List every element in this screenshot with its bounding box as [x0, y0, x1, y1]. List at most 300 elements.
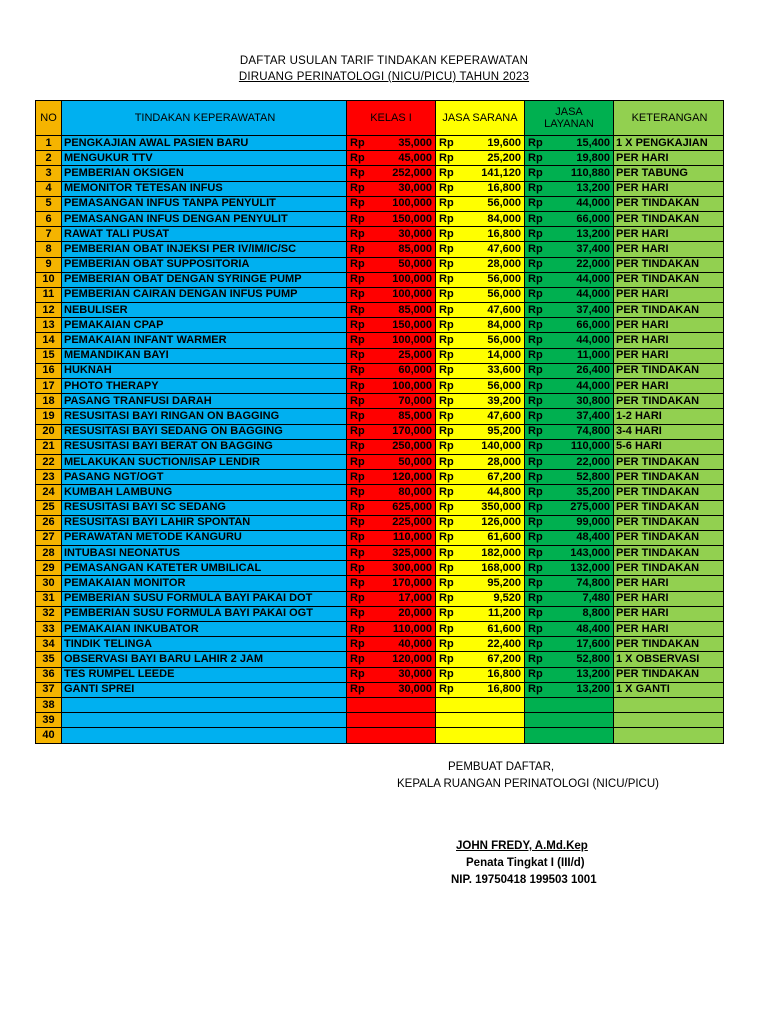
- row-number: 35: [36, 652, 62, 667]
- table-row: [36, 713, 724, 728]
- row-keterangan: 1-2 HARI: [614, 409, 724, 424]
- currency-label: Rp: [350, 652, 365, 665]
- row-kelas-value: 100,000: [392, 273, 432, 286]
- row-tindakan: PASANG NGT/OGT: [62, 470, 347, 485]
- table-row: [36, 500, 724, 515]
- row-jasa-sarana-value: 47,600: [487, 242, 521, 255]
- row-kelas: [347, 697, 436, 712]
- row-kelas-value: 300,000: [392, 561, 432, 574]
- currency-label: Rp: [350, 622, 365, 635]
- row-keterangan: PER HARI: [614, 622, 724, 637]
- currency-label: Rp: [528, 546, 543, 559]
- row-number: 2: [36, 151, 62, 166]
- table-row: [36, 439, 724, 454]
- table-row: [36, 303, 724, 318]
- row-jasa-sarana: [436, 530, 525, 545]
- row-kelas: [347, 606, 436, 621]
- row-jasa-sarana-value: 56,000: [487, 273, 521, 286]
- row-jasa-layanan-value: 17,600: [576, 637, 610, 650]
- currency-label: Rp: [350, 334, 365, 347]
- currency-label: Rp: [350, 592, 365, 605]
- table-row: [36, 166, 724, 181]
- currency-label: Rp: [528, 288, 543, 301]
- currency-label: Rp: [528, 166, 543, 179]
- currency-label: Rp: [528, 379, 543, 392]
- row-kelas-value: 150,000: [392, 318, 432, 331]
- currency-label: Rp: [528, 212, 543, 225]
- row-jasa-sarana-value: 95,200: [487, 577, 521, 590]
- row-number: 27: [36, 530, 62, 545]
- row-tindakan: GANTI SPREI: [62, 682, 347, 697]
- row-keterangan: [614, 697, 724, 712]
- row-jasa-layanan-value: 37,400: [576, 409, 610, 422]
- row-jasa-layanan-value: 26,400: [576, 364, 610, 377]
- row-tindakan: PEMAKAIAN CPAP: [62, 318, 347, 333]
- row-keterangan: PER TINDAKAN: [614, 257, 724, 272]
- row-kelas-value: 225,000: [392, 516, 432, 529]
- row-number: 24: [36, 485, 62, 500]
- row-keterangan: PER TINDAKAN: [614, 211, 724, 226]
- row-number: 21: [36, 439, 62, 454]
- row-jasa-layanan: [525, 561, 614, 576]
- table-row: [36, 287, 724, 302]
- row-tindakan: MENGUKUR TTV: [62, 151, 347, 166]
- signature-position: KEPALA RUANGAN PERINATOLOGI (NICU/PICU): [397, 778, 659, 790]
- row-jasa-layanan-value: 15,400: [576, 136, 610, 149]
- row-jasa-sarana: [436, 333, 525, 348]
- currency-label: Rp: [439, 577, 454, 590]
- row-jasa-layanan: [525, 454, 614, 469]
- table-row: [36, 485, 724, 500]
- row-keterangan: PER HARI: [614, 151, 724, 166]
- currency-label: Rp: [528, 577, 543, 590]
- table-row: [36, 697, 724, 712]
- currency-label: Rp: [439, 501, 454, 514]
- row-jasa-layanan-value: 35,200: [576, 485, 610, 498]
- table-row: [36, 409, 724, 424]
- row-kelas-value: 25,000: [398, 349, 432, 362]
- row-kelas-value: 100,000: [392, 379, 432, 392]
- row-tindakan: TINDIK TELINGA: [62, 637, 347, 652]
- header-keterangan: KETERANGAN: [614, 101, 724, 136]
- header-jasa-sarana: JASA SARANA: [436, 101, 525, 136]
- row-kelas: [347, 682, 436, 697]
- table-row: [36, 136, 724, 151]
- row-jasa-layanan: [525, 394, 614, 409]
- row-jasa-layanan: [525, 181, 614, 196]
- header-no: NO: [36, 101, 62, 136]
- row-jasa-sarana: [436, 151, 525, 166]
- row-tindakan: RESUSITASI BAYI SEDANG ON BAGGING: [62, 424, 347, 439]
- row-kelas-value: 35,000: [398, 136, 432, 149]
- row-tindakan: PEMBERIAN CAIRAN DENGAN INFUS PUMP: [62, 287, 347, 302]
- currency-label: Rp: [439, 622, 454, 635]
- table-row: [36, 561, 724, 576]
- row-kelas: [347, 136, 436, 151]
- currency-label: Rp: [439, 334, 454, 347]
- row-kelas: [347, 151, 436, 166]
- row-number: 40: [36, 728, 62, 743]
- currency-label: Rp: [528, 470, 543, 483]
- row-jasa-layanan: [525, 136, 614, 151]
- table-row: [36, 227, 724, 242]
- row-kelas: [347, 287, 436, 302]
- row-tindakan: PHOTO THERAPY: [62, 379, 347, 394]
- table-row: [36, 379, 724, 394]
- row-jasa-sarana-value: 67,200: [487, 652, 521, 665]
- row-jasa-layanan: [525, 211, 614, 226]
- row-jasa-sarana-value: 141,120: [481, 166, 521, 179]
- row-jasa-sarana-value: 350,000: [481, 501, 521, 514]
- row-kelas-value: 80,000: [398, 485, 432, 498]
- row-jasa-sarana-value: 33,600: [487, 364, 521, 377]
- table-row: [36, 637, 724, 652]
- row-kelas-value: 110,000: [392, 531, 432, 544]
- row-jasa-sarana-value: 95,200: [487, 425, 521, 438]
- row-jasa-layanan: [525, 424, 614, 439]
- row-jasa-layanan-value: 48,400: [576, 622, 610, 635]
- row-keterangan: PER TINDAKAN: [614, 515, 724, 530]
- row-number: 7: [36, 227, 62, 242]
- row-jasa-layanan-value: 13,200: [576, 227, 610, 240]
- row-number: 12: [36, 303, 62, 318]
- currency-label: Rp: [528, 334, 543, 347]
- currency-label: Rp: [439, 182, 454, 195]
- table-row: [36, 394, 724, 409]
- table-row: [36, 196, 724, 211]
- currency-label: Rp: [528, 531, 543, 544]
- currency-label: Rp: [439, 652, 454, 665]
- currency-label: Rp: [350, 151, 365, 164]
- row-jasa-sarana: [436, 470, 525, 485]
- row-kelas-value: 170,000: [392, 425, 432, 438]
- row-jasa-layanan-value: 8,800: [582, 607, 610, 620]
- row-kelas-value: 85,000: [398, 303, 432, 316]
- row-jasa-sarana: [436, 454, 525, 469]
- row-keterangan: PER TINDAKAN: [614, 454, 724, 469]
- row-kelas-value: 252,000: [392, 166, 432, 179]
- row-jasa-layanan-value: 19,800: [576, 151, 610, 164]
- row-number: 31: [36, 591, 62, 606]
- currency-label: Rp: [350, 455, 365, 468]
- row-jasa-sarana-value: 168,000: [481, 561, 521, 574]
- row-jasa-layanan: [525, 530, 614, 545]
- row-keterangan: PER HARI: [614, 576, 724, 591]
- row-keterangan: PER TINDAKAN: [614, 561, 724, 576]
- currency-label: Rp: [528, 425, 543, 438]
- currency-label: Rp: [528, 136, 543, 149]
- currency-label: Rp: [350, 470, 365, 483]
- row-kelas: [347, 363, 436, 378]
- table-row: [36, 622, 724, 637]
- row-jasa-sarana: [436, 485, 525, 500]
- row-jasa-layanan: [525, 667, 614, 682]
- row-kelas: [347, 500, 436, 515]
- row-jasa-layanan: [525, 333, 614, 348]
- header-jasa-layanan-line1: JASA: [555, 106, 583, 118]
- row-jasa-layanan-value: 66,000: [576, 318, 610, 331]
- row-number: 5: [36, 196, 62, 211]
- currency-label: Rp: [350, 212, 365, 225]
- row-jasa-layanan-value: 30,800: [576, 394, 610, 407]
- currency-label: Rp: [528, 364, 543, 377]
- row-kelas-value: 325,000: [392, 546, 432, 559]
- row-jasa-sarana: [436, 424, 525, 439]
- row-jasa-layanan-value: 143,000: [570, 546, 610, 559]
- row-jasa-sarana: [436, 713, 525, 728]
- row-kelas-value: 85,000: [398, 242, 432, 255]
- row-keterangan: PER TABUNG: [614, 166, 724, 181]
- currency-label: Rp: [528, 668, 543, 681]
- currency-label: Rp: [439, 440, 454, 453]
- row-tindakan: OBSERVASI BAYI BARU LAHIR 2 JAM: [62, 652, 347, 667]
- currency-label: Rp: [528, 197, 543, 210]
- row-number: 9: [36, 257, 62, 272]
- row-kelas: [347, 470, 436, 485]
- row-kelas: [347, 227, 436, 242]
- row-tindakan: RESUSITASI BAYI LAHIR SPONTAN: [62, 515, 347, 530]
- table-row: [36, 424, 724, 439]
- row-keterangan: 1 X OBSERVASI: [614, 652, 724, 667]
- currency-label: Rp: [439, 227, 454, 240]
- row-jasa-layanan: [525, 606, 614, 621]
- row-tindakan: PEMASANGAN KATETER UMBILICAL: [62, 561, 347, 576]
- row-tindakan: PEMBERIAN SUSU FORMULA BAYI PAKAI DOT: [62, 591, 347, 606]
- row-jasa-sarana: [436, 242, 525, 257]
- currency-label: Rp: [350, 577, 365, 590]
- row-jasa-sarana-value: 25,200: [487, 151, 521, 164]
- row-jasa-sarana: [436, 576, 525, 591]
- row-jasa-layanan-value: 74,800: [576, 577, 610, 590]
- row-keterangan: PER HARI: [614, 333, 724, 348]
- row-jasa-sarana: [436, 500, 525, 515]
- currency-label: Rp: [350, 561, 365, 574]
- row-tindakan: PEMBERIAN OKSIGEN: [62, 166, 347, 181]
- row-number: 32: [36, 606, 62, 621]
- row-jasa-sarana-value: 56,000: [487, 197, 521, 210]
- header-jasa-layanan: [525, 101, 614, 136]
- currency-label: Rp: [350, 516, 365, 529]
- row-jasa-sarana: [436, 728, 525, 743]
- row-kelas-value: 120,000: [392, 470, 432, 483]
- row-jasa-sarana-value: 56,000: [487, 379, 521, 392]
- currency-label: Rp: [528, 485, 543, 498]
- row-kelas-value: 50,000: [398, 455, 432, 468]
- row-jasa-layanan: [525, 713, 614, 728]
- row-jasa-sarana: [436, 667, 525, 682]
- row-jasa-layanan: [525, 287, 614, 302]
- row-jasa-layanan: [525, 363, 614, 378]
- row-number: 20: [36, 424, 62, 439]
- row-keterangan: 1 X PENGKAJIAN: [614, 136, 724, 151]
- currency-label: Rp: [439, 197, 454, 210]
- row-jasa-sarana: [436, 257, 525, 272]
- row-jasa-layanan-value: 44,000: [576, 273, 610, 286]
- currency-label: Rp: [439, 349, 454, 362]
- row-jasa-layanan-value: 22,000: [576, 455, 610, 468]
- row-keterangan: PER HARI: [614, 348, 724, 363]
- row-kelas: [347, 348, 436, 363]
- row-jasa-layanan: [525, 728, 614, 743]
- table-row: [36, 591, 724, 606]
- row-number: 38: [36, 697, 62, 712]
- currency-label: Rp: [528, 273, 543, 286]
- row-jasa-sarana-value: 61,600: [487, 622, 521, 635]
- row-keterangan: PER TINDAKAN: [614, 667, 724, 682]
- row-keterangan: PER TINDAKAN: [614, 500, 724, 515]
- currency-label: Rp: [439, 683, 454, 696]
- table-row: [36, 348, 724, 363]
- row-number: 29: [36, 561, 62, 576]
- row-jasa-layanan-value: 13,200: [576, 668, 610, 681]
- row-jasa-sarana: [436, 303, 525, 318]
- row-number: 10: [36, 272, 62, 287]
- row-jasa-sarana-value: 16,800: [487, 668, 521, 681]
- row-keterangan: 1 X GANTI: [614, 682, 724, 697]
- row-jasa-sarana-value: 22,400: [487, 637, 521, 650]
- currency-label: Rp: [350, 607, 365, 620]
- currency-label: Rp: [528, 607, 543, 620]
- row-kelas: [347, 303, 436, 318]
- row-number: 30: [36, 576, 62, 591]
- row-number: 13: [36, 318, 62, 333]
- row-keterangan: PER HARI: [614, 591, 724, 606]
- currency-label: Rp: [439, 318, 454, 331]
- row-jasa-layanan: [525, 485, 614, 500]
- row-kelas-value: 120,000: [392, 652, 432, 665]
- row-jasa-sarana-value: 44,800: [487, 485, 521, 498]
- row-kelas-value: 50,000: [398, 258, 432, 271]
- currency-label: Rp: [528, 409, 543, 422]
- row-tindakan: KUMBAH LAMBUNG: [62, 485, 347, 500]
- signature-name: JOHN FREDY, A.Md.Kep: [456, 840, 588, 852]
- row-jasa-layanan: [525, 318, 614, 333]
- row-jasa-layanan-value: 13,200: [576, 683, 610, 696]
- table-row: [36, 181, 724, 196]
- row-jasa-sarana-value: 16,800: [487, 227, 521, 240]
- currency-label: Rp: [528, 683, 543, 696]
- header-kelas: KELAS I: [347, 101, 436, 136]
- currency-label: Rp: [528, 501, 543, 514]
- row-jasa-layanan: [525, 151, 614, 166]
- currency-label: Rp: [350, 166, 365, 179]
- table-body: [36, 136, 724, 744]
- currency-label: Rp: [350, 318, 365, 331]
- row-jasa-sarana-value: 182,000: [481, 546, 521, 559]
- row-kelas: [347, 424, 436, 439]
- currency-label: Rp: [528, 227, 543, 240]
- row-jasa-sarana-value: 39,200: [487, 394, 521, 407]
- row-keterangan: PER TINDAKAN: [614, 530, 724, 545]
- row-jasa-sarana: [436, 682, 525, 697]
- row-jasa-layanan-value: 13,200: [576, 182, 610, 195]
- currency-label: Rp: [350, 546, 365, 559]
- row-keterangan: PER TINDAKAN: [614, 303, 724, 318]
- row-kelas: [347, 728, 436, 743]
- row-kelas: [347, 379, 436, 394]
- row-tindakan: [62, 713, 347, 728]
- row-kelas-value: 70,000: [398, 394, 432, 407]
- currency-label: Rp: [439, 531, 454, 544]
- table-row: [36, 318, 724, 333]
- currency-label: Rp: [439, 258, 454, 271]
- row-kelas: [347, 713, 436, 728]
- row-jasa-layanan-value: 44,000: [576, 288, 610, 301]
- table-row: [36, 728, 724, 743]
- table-row: [36, 257, 724, 272]
- row-jasa-sarana: [436, 591, 525, 606]
- row-jasa-layanan: [525, 439, 614, 454]
- currency-label: Rp: [439, 409, 454, 422]
- table-row: [36, 530, 724, 545]
- row-jasa-layanan: [525, 348, 614, 363]
- currency-label: Rp: [528, 440, 543, 453]
- row-jasa-layanan: [525, 652, 614, 667]
- row-kelas-value: 30,000: [398, 227, 432, 240]
- table-row: [36, 576, 724, 591]
- currency-label: Rp: [528, 592, 543, 605]
- row-jasa-layanan-value: 52,800: [576, 470, 610, 483]
- row-kelas: [347, 242, 436, 257]
- row-tindakan: PEMAKAIAN INKUBATOR: [62, 622, 347, 637]
- signature-rank: Penata Tingkat I (III/d): [466, 857, 585, 869]
- currency-label: Rp: [350, 182, 365, 195]
- row-kelas-value: 110,000: [392, 622, 432, 635]
- row-kelas-value: 85,000: [398, 409, 432, 422]
- row-number: 37: [36, 682, 62, 697]
- document-title: DAFTAR USULAN TARIF TINDAKAN KEPERAWATAN: [239, 55, 529, 67]
- row-kelas: [347, 622, 436, 637]
- row-tindakan: PEMASANGAN INFUS TANPA PENYULIT: [62, 196, 347, 211]
- row-jasa-layanan: [525, 166, 614, 181]
- row-jasa-layanan: [525, 303, 614, 318]
- row-kelas-value: 170,000: [392, 577, 432, 590]
- table-row: [36, 242, 724, 257]
- row-kelas: [347, 515, 436, 530]
- currency-label: Rp: [350, 637, 365, 650]
- currency-label: Rp: [350, 258, 365, 271]
- currency-label: Rp: [350, 409, 365, 422]
- currency-label: Rp: [439, 136, 454, 149]
- row-number: 39: [36, 713, 62, 728]
- header-tindakan: TINDAKAN KEPERAWATAN: [62, 101, 347, 136]
- row-jasa-layanan: [525, 470, 614, 485]
- row-jasa-layanan-value: 66,000: [576, 212, 610, 225]
- row-kelas: [347, 485, 436, 500]
- currency-label: Rp: [439, 425, 454, 438]
- row-kelas-value: 17,000: [398, 592, 432, 605]
- row-jasa-layanan-value: 99,000: [576, 516, 610, 529]
- row-number: 4: [36, 181, 62, 196]
- row-kelas: [347, 318, 436, 333]
- currency-label: Rp: [439, 561, 454, 574]
- row-number: 19: [36, 409, 62, 424]
- row-number: 23: [36, 470, 62, 485]
- row-jasa-layanan: [525, 500, 614, 515]
- row-tindakan: PEMAKAIAN MONITOR: [62, 576, 347, 591]
- currency-label: Rp: [439, 637, 454, 650]
- row-jasa-sarana: [436, 211, 525, 226]
- row-number: 26: [36, 515, 62, 530]
- currency-label: Rp: [439, 485, 454, 498]
- currency-label: Rp: [528, 242, 543, 255]
- row-kelas-value: 30,000: [398, 683, 432, 696]
- row-kelas-value: 100,000: [392, 197, 432, 210]
- currency-label: Rp: [439, 394, 454, 407]
- currency-label: Rp: [439, 212, 454, 225]
- currency-label: Rp: [528, 303, 543, 316]
- row-jasa-sarana-value: 14,000: [487, 349, 521, 362]
